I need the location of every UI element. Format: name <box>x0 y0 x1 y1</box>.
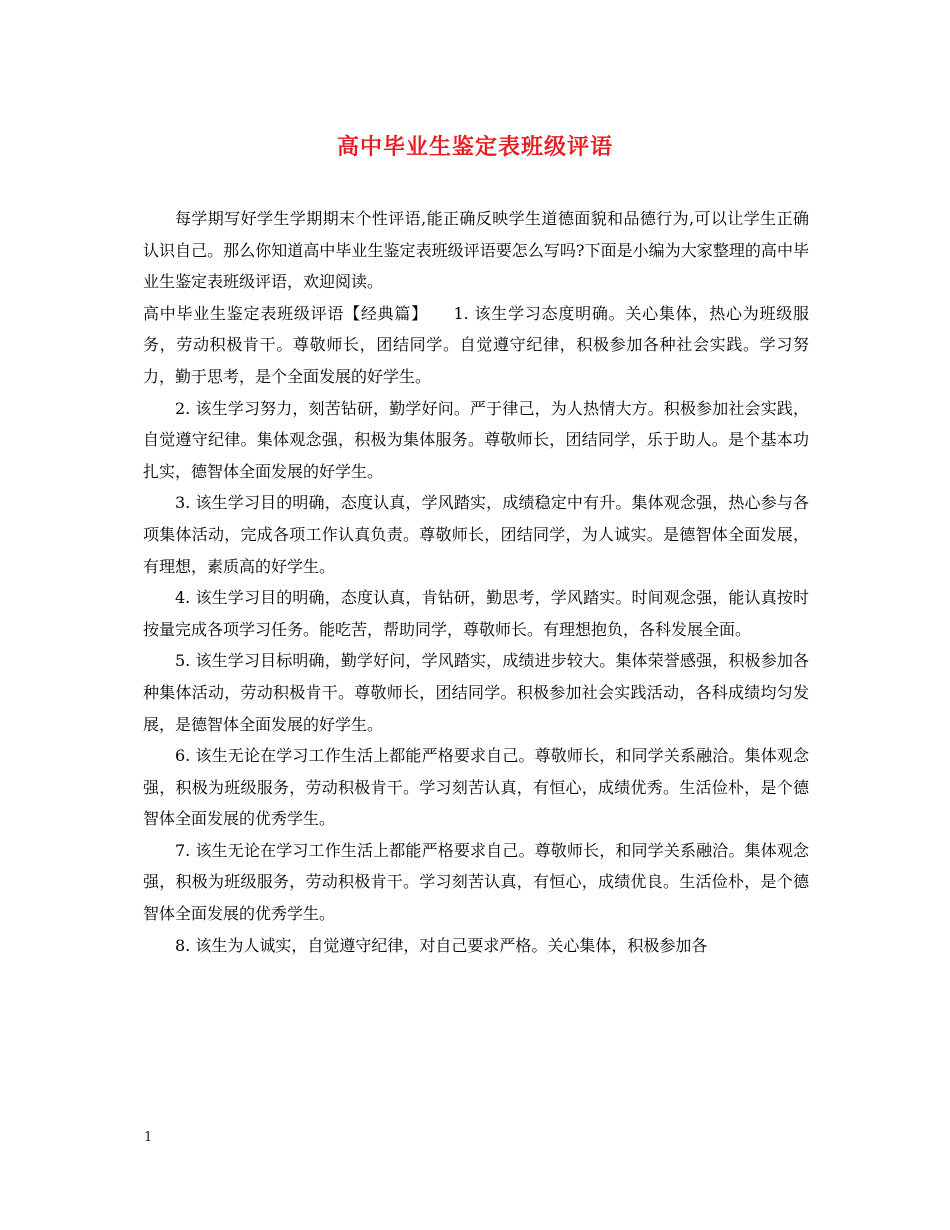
section-heading-paragraph: 高中毕业生鉴定表班级评语【经典篇】 1. 该生学习态度明确。关心集体，热心为班级服务，劳动积极肯干。尊敬师长，团结同学。自觉遵守纪律，积极参加各种社会实践。学习努力，勤于思考，是个全面发展的好学生。 <box>143 303 809 386</box>
intro-paragraph: 每学期写好学生学期期末个性评语,能正确反映学生道德面貌和品德行为,可以让学生正确认识自己。那么你知道高中毕业生鉴定表班级评语要怎么写吗?下面是小编为大家整理的高中毕业生鉴定表班级评语，欢迎阅读。 <box>143 209 809 292</box>
document-body <box>143 203 809 961</box>
comment-paragraph-7: 7. 该生无论在学习工作生活上都能严格要求自己。尊敬师长，和同学关系融洽。集体观念强，积极为班级服务，劳动积极肯干。学习刻苦认真，有恒心，成绩优良。生活俭朴，是个德智体全面发展的优秀学生。 <box>143 840 809 924</box>
document-title: 高中毕业生鉴定表班级评语 <box>336 134 613 160</box>
comment-paragraph-4: 4. 该生学习目的明确，态度认真，肯钻研，勤思考，学风踏实。时间观念强，能认真按时按量完成各项学习任务。能吃苦，帮助同学，尊敬师长。有理想抱负，各科发展全面。 <box>143 588 809 639</box>
comment-paragraph-2: 2. 该生学习努力，刻苦钻研，勤学好问。严于律己，为人热情大方。积极参加社会实践，自觉遵守纪律。集体观念强，积极为集体服务。尊敬师长，团结同学，乐于助人。是个基本功扎实，德智体全面发展的好学生。 <box>143 398 809 481</box>
page-number: 1 <box>144 1130 153 1145</box>
comment-paragraph-5: 5. 该生学习目标明确，勤学好问，学风踏实，成绩进步较大。集体荣誉感强，积极参加各种集体活动，劳动积极肯干。尊敬师长，团结同学。积极参加社会实践活动，各科成绩均匀发展，是德智体全面发展的好学生。 <box>143 651 809 734</box>
comment-paragraph-3: 3. 该生学习目的明确，态度认真，学风踏实，成绩稳定中有升。集体观念强，热心参与各项集体活动，完成各项工作认真负责。尊敬师长，团结同学，为人诚实。是德智体全面发展，有理想，素质高的好学生。 <box>143 493 809 576</box>
comment-paragraph-6: 6. 该生无论在学习工作生活上都能严格要求自己。尊敬师长，和同学关系融洽。集体观念强，积极为班级服务，劳动积极肯干。学习刻苦认真，有恒心，成绩优秀。生活俭朴，是个德智体全面发展的优秀学生。 <box>143 746 809 829</box>
comment-paragraph-8: 8. 该生为人诚实，自觉遵守纪律，对自己要求严格。关心集体，积极参加各 <box>175 935 708 955</box>
